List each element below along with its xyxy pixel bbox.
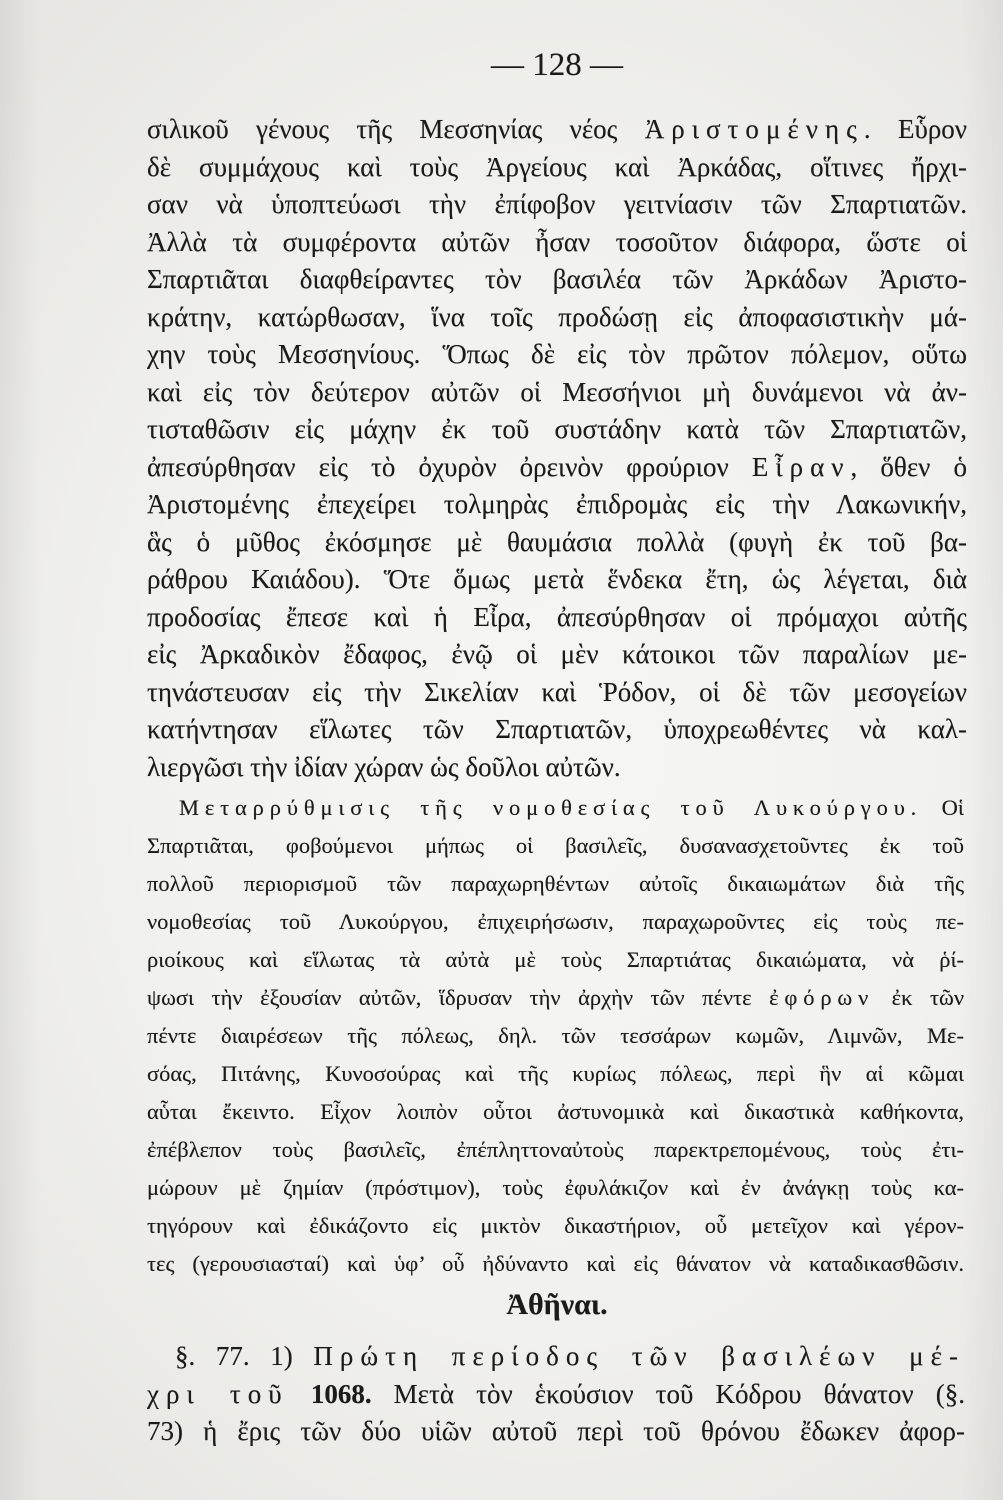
spaced-section-title: Πρώτη περίοδος τῶν βασιλέων μέ-	[313, 1341, 965, 1371]
small-print-paragraph	[147, 789, 964, 1283]
text-line: κράτην, κατώρθωσαν, ἵνα τοῖς προδώσῃ εἰς ἀποφασιστικὴν μά-	[147, 301, 967, 332]
text-line: Σπαρτιᾶται διαφθείραντες τὸν βασιλέα τῶν Ἀρκάδων Ἀριστο-	[147, 264, 967, 294]
text-line: 73) ἡ ἔρις τῶν δύο υἱῶν αὐτοῦ περὶ τοῦ θρόνου ἔδωκεν ἀφορ-	[147, 1416, 965, 1446]
text-run: , ὅθεν ὁ	[850, 451, 967, 482]
text-run: ἀπεσύρθησαν εἰς τὸ ὀχυρὸν ὀρεινὸν φρούριον	[147, 451, 752, 482]
text-line: τισταθῶσιν εἰς μάχην ἐκ τοῦ συστάδην κατὰ τῶν Σπαρτιατῶν,	[147, 414, 967, 444]
text-run: σιλικοῦ γένους τῆς Μεσσηνίας νέος	[147, 114, 645, 144]
text-line: λιεργῶσι τὴν ἰδίαν χώραν ὡς δοῦλοι αὐτῶν.	[147, 751, 621, 782]
text-line	[147, 1338, 965, 1376]
text-line: μώρουν μὲ ζημίαν (πρόστιμον), τοὺς ἐφυλάκιζον καὶ ἐν ἀνάγκῃ τοὺς κα-	[147, 1175, 964, 1200]
text-line: δὲ συμμάχους καὶ τοὺς Ἀργείους καὶ Ἀρκάδας, οἵτινες ἤρχι-	[147, 151, 967, 182]
text-line	[147, 111, 967, 149]
page-number-header: — 128 —	[491, 47, 623, 83]
text-line: πέντε διαιρέσεων τῆς πόλεως, δηλ. τῶν τεσσάρων κωμῶν, Λιμνῶν, Με-	[147, 1023, 964, 1048]
text-line: τηγόρουν καὶ ἐδικάζοντο εἰς μικτὸν δικαστήριον, οὗ μετεῖχον καὶ γέρον-	[147, 1213, 964, 1238]
text-line: καὶ εἰς τὸν δεύτερον αὐτῶν οἱ Μεσσήνιοι μὴ δυνάμενοι νὰ ἀν-	[147, 376, 967, 407]
text-line: ἐπέβλεπον τοὺς βασιλεῖς, ἐπέπληττοναὐτοὺς παρεκτρεπομένους, τοὺς ἐτι-	[147, 1137, 964, 1162]
text-line: σόας, Πιτάνης, Κυνοσούρας καὶ τῆς κυρίως πόλεως, περὶ ἣν αἱ κῶμαι	[147, 1061, 964, 1086]
text-run: . Εὗρον	[863, 114, 967, 144]
main-paragraph	[147, 111, 967, 786]
text-line: ράθρου Καιάδου). Ὅτε ὅμως μετὰ ἕνδεκα ἔτη, ὡς λέγεται, διὰ	[147, 564, 967, 594]
spaced-subheading: Μεταρρύθμισις τῆς νομοθεσίας τοῦ Λυκούργου.	[179, 795, 923, 820]
text-line: προδοσίας ἔπεσε καὶ ἡ Εἶρα, ἀπεσύρθησαν οἱ πρόμαχοι αὐτῆς	[147, 601, 967, 632]
text-run: Μετὰ τὸν ἑκούσιον τοῦ Κόδρου θάνατον (§.	[371, 1378, 965, 1409]
text-line	[147, 1376, 965, 1414]
text-line: σαν νὰ ὑποπτεύωσι τὴν ἐπίφοβον γειτνίασιν τῶν Σπαρτιατῶν.	[147, 189, 967, 219]
text-line	[147, 449, 967, 487]
text-line: πολλοῦ περιορισμοῦ τῶν παραχωρηθέντων αὐτοῖς δικαιωμάτων διὰ τῆς	[147, 871, 964, 896]
spaced-section-title: χρι τοῦ	[147, 1378, 289, 1409]
text-line: Σπαρτιᾶται, φοβούμενοι μήπως οἱ βασιλεῖς, δυσανασχετοῦντες ἐκ τοῦ	[147, 833, 964, 858]
text-line: τηνάστευσαν εἰς τὴν Σικελίαν καὶ Ῥόδον, οἱ δὲ τῶν μεσογείων	[147, 676, 967, 707]
text-line: ἃς ὁ μῦθος ἐκόσμησε μὲ θαυμάσια πολλὰ (φυγὴ ἐκ τοῦ βα-	[147, 526, 967, 557]
section-number: §. 77. 1)	[175, 1341, 314, 1371]
text-line: τες (γερουσιασταί) καὶ ὑφ’ οὗ ἠδύναντο καὶ εἰς θάνατον νὰ καταδικασθῶσιν.	[147, 1251, 964, 1276]
text-line: κατήντησαν εἵλωτες τῶν Σπαρτιατῶν, ὑποχρεωθέντες νὰ καλ-	[147, 714, 967, 744]
text-line	[147, 979, 964, 1017]
text-line: χην τοὺς Μεσσηνίους. Ὅπως δὲ εἰς τὸν πρῶτον πόλεμον, οὕτω	[147, 339, 967, 369]
text-line	[147, 789, 964, 827]
bold-year: 1068.	[288, 1378, 372, 1409]
text-line: Ἀριστομένης ἐπεχείρει τολμηρὰς ἐπιδρομὰς εἰς τὴν Λακωνικήν,	[147, 489, 967, 519]
text-line: εἰς Ἀρκαδικὸν ἔδαφος, ἐνῷ οἱ μὲν κάτοικοι τῶν παραλίων με-	[147, 639, 967, 669]
spaced-name: Ἀριστομένης	[644, 114, 864, 144]
spaced-term: ἐφόρων	[769, 985, 875, 1010]
spaced-name: Εἶραν	[751, 451, 851, 482]
section-heading: Ἀθῆναι.	[506, 1288, 608, 1321]
section-paragraph	[147, 1338, 965, 1451]
text-run: ψωσι τὴν ἐξουσίαν αὐτῶν, ἵδρυσαν τὴν ἀρχὴν τῶν πέντε	[147, 985, 770, 1010]
text-run: ἐκ τῶν	[874, 985, 964, 1010]
text-run: Οἱ	[922, 795, 964, 820]
text-line: Ἀλλὰ τὰ συμφέροντα αὐτῶν ἦσαν τοσοῦτον διάφορα, ὥστε οἱ	[147, 226, 967, 257]
text-line: νομοθεσίας τοῦ Λυκούργου, ἐπιχειρήσωσιν, παραχωροῦντες εἰς τοὺς πε-	[147, 909, 964, 934]
text-line: ριοίκους καὶ εἵλωτας τὰ αὐτὰ μὲ τοὺς Σπαρτιάτας δικαιώματα, νὰ ῥί-	[147, 947, 964, 972]
text-line: αὗται ἔκειντο. Εἶχον λοιπὸν οὗτοι ἀστυνομικὰ καὶ δικαστικὰ καθήκοντα,	[147, 1099, 964, 1124]
